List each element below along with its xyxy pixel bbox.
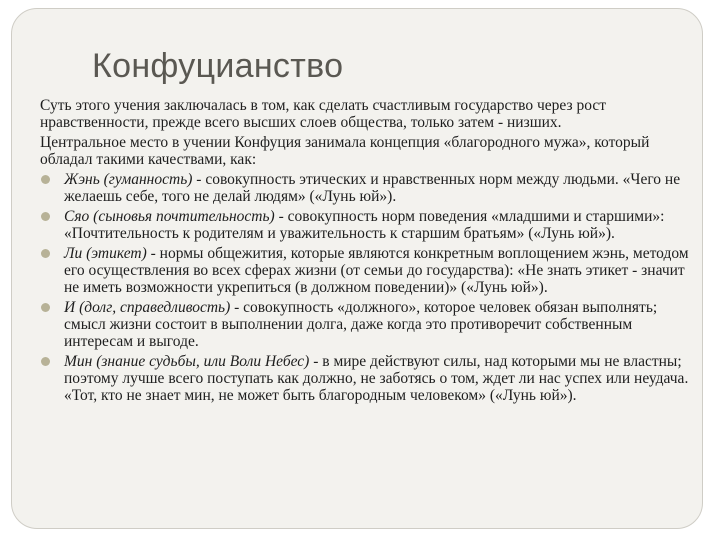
bullet-dot-icon — [41, 175, 50, 184]
list-item-zhen — [40, 171, 700, 205]
list-item-li — [40, 245, 700, 296]
term-description: - совокупность «должного», которое человек обязан выполнять; смысл жизни состоит в выполнении долга, даже когда это противоречит собственным интересам и выгоде. — [64, 299, 658, 350]
list-item-syao — [40, 208, 700, 242]
bullet-dot-icon — [41, 303, 50, 312]
term-description: - в мире действуют силы, над которыми мы не властны; поэтому лучше всего поступать как должно, не заботясь о том, ждет ли нас успех или неудача. «Тот, кто не знает мин, не может быть благородным человеком» («Лунь юй»). — [64, 353, 689, 404]
bullet-dot-icon — [41, 249, 50, 258]
term-label: Ли (этикет) — [64, 245, 147, 262]
term-label: Сяо (сыновья почтительность) — [64, 208, 275, 225]
term-label: И (долг, справедливость) — [64, 299, 231, 316]
list-item-i — [40, 299, 700, 350]
term-description: - нормы общежития, которые являются конкретным воплощением жэнь, методом его осуществления во всех сферах жизни (от семьи до государства): «Не знать этикет - значит не иметь возможности укрепиться (в должном поведении)» («Лунь юй»). — [64, 245, 689, 296]
intro-paragraph: Суть этого учения заключалась в том, как сделать счастливым государство через рост нравственности, прежде всего высших слоев общества, только затем - низших. — [40, 97, 606, 131]
concept-paragraph: Центральное место в учении Конфуция занимала концепция «благородного мужа», который обладал такими качествами, как: — [40, 134, 650, 168]
list-item-min — [40, 353, 700, 404]
qualities-list — [40, 171, 700, 404]
term-description: - совокупность этических и нравственных норм между людьми. «Чего не желаешь себе, того не делай людям» («Лунь юй»). — [64, 171, 681, 205]
slide — [11, 8, 703, 529]
bullet-dot-icon — [41, 212, 50, 221]
bullet-dot-icon — [41, 357, 50, 366]
term-label: Мин (знание судьбы, или Воли Небес) — [64, 353, 310, 370]
term-label: Жэнь (гуманность) — [64, 171, 193, 188]
slide-body — [40, 97, 700, 407]
term-description: - совокупность норм поведения «младшими и старшими»: «Почтительность к родителям и уважительность к старшим братьям» («Лунь юй»). — [64, 208, 665, 242]
slide-title: Конфуцианство — [92, 47, 344, 85]
